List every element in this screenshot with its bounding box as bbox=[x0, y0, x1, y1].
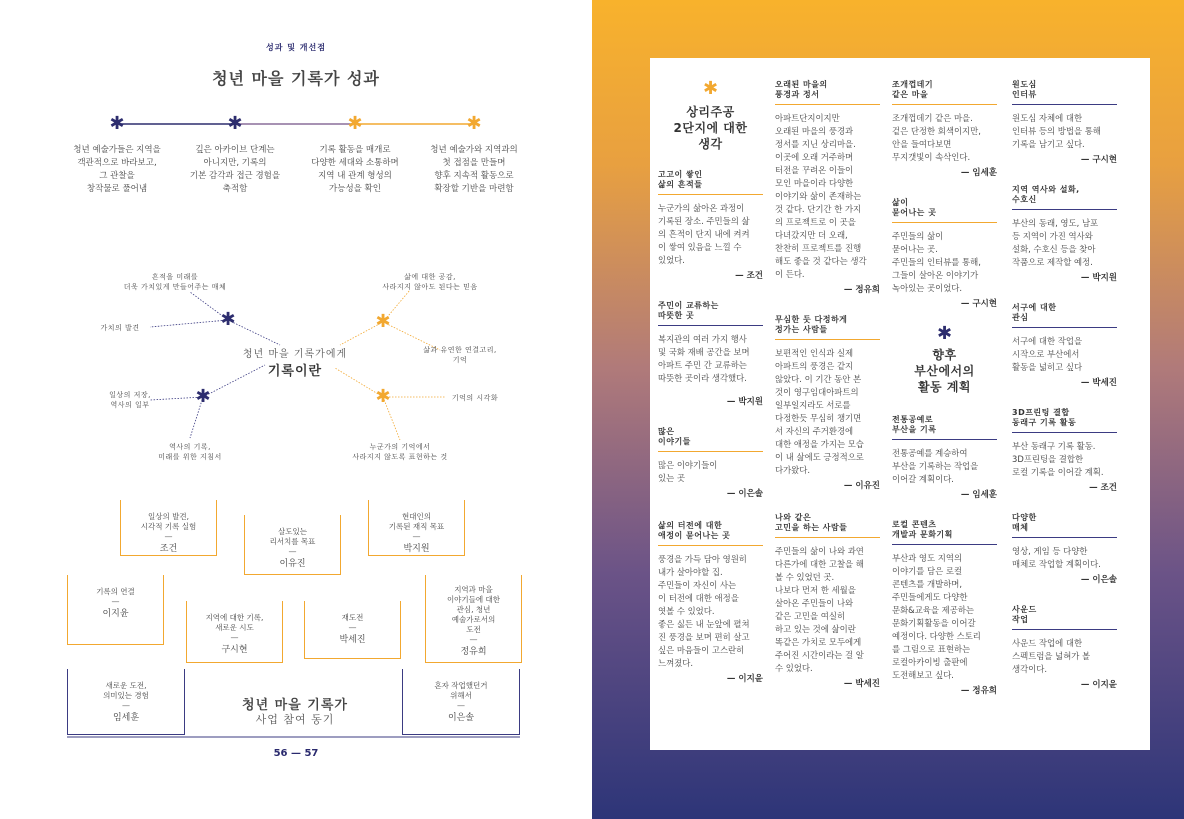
reflection-item: 고고이 쌓인 삶의 흔적들 누군가의 삶아온 과정이 기록된 장소. 주민들의 삶 의 흔적이 단지 내에 켜켜 이 쌓여 있음을 느낄 수 있었다. — 조건 bbox=[658, 170, 763, 281]
star-icon: ✱ bbox=[227, 113, 243, 134]
motivation-box: 지역과 마을 이야기들에 대한 관심, 청년 예술가로서의 도전 — 정유희 bbox=[425, 575, 522, 663]
plan-item: 사운드 작업 사운드 작업에 대한 스펙트럼을 넓혀가 볼 생각이다. — 이지윤 bbox=[1012, 605, 1117, 690]
section-heading: 상리주공 2단지에 대한 생각 bbox=[673, 105, 748, 151]
motivation-box: 혼자 작업했던거 위해서 — 이은솔 bbox=[402, 669, 520, 735]
plan-item: 로컬 콘텐츠 개발과 문화기획 부산과 영도 지역의 이야기를 담은 로컬 콘텐츠를 개발하며, 주민들에게도 다양한 문화&교육을 제공하는 문화기획활동을 이어갈 예정이다. 다양한 스토리 를 그림으로 표현하는 로컬아카이빙 출판에 도전해보고 싶다. — 정유희 bbox=[892, 520, 997, 696]
mindmap-center: 기록이란 bbox=[267, 364, 323, 379]
star-icon: ✱ bbox=[466, 113, 482, 134]
star-icon: ✱ bbox=[936, 323, 953, 344]
star-icon: ✱ bbox=[220, 309, 236, 330]
column-2 bbox=[775, 80, 880, 689]
column-4 bbox=[1012, 80, 1117, 690]
motivation-box: 일상의 발견, 시각적 기록 실험 — 조건 bbox=[120, 500, 217, 556]
motivation-box: 재도전 — 박세진 bbox=[304, 601, 401, 659]
star-icon: ✱ bbox=[195, 386, 211, 407]
step-text: 청년 예술가들은 지역을 객관적으로 바라보고, 그 관찰을 창작물로 풀어냄 bbox=[73, 145, 161, 194]
column-3 bbox=[892, 80, 997, 696]
plan-item: 지역 역사와 설화, 수호신 부산의 동래, 영도, 남포 등 지역이 가진 역사와 설화, 수호신 등을 찾아 작품으로 제작할 예정. — 박지원 bbox=[1012, 185, 1117, 283]
motivation-box: 새로운 도전, 의미있는 경험 — 임세훈 bbox=[67, 669, 185, 735]
motivation-box: 지역에 대한 기록, 새로운 시도 — 구시현 bbox=[186, 601, 283, 663]
star-icon: ✱ bbox=[375, 311, 391, 332]
star-icon: ✱ bbox=[109, 113, 125, 134]
mindmap-label: 역사의 기록, 미래를 위한 지침서 bbox=[158, 443, 222, 461]
star-icon: ✱ bbox=[702, 78, 719, 99]
reflection-item: 무심한 듯 다정하게 정가는 사람들 보편적인 인식과 실제 아파트의 풍경은 같지 않았다. 이 기간 동안 본 것이 영구임대아파트의 일부일지라도 서로를 다정한듯 무심히 챙기면 서 자신의 주거환경에 대한 애정을 가지는 모습 이 내 삶에도 긍정적으로 다가왔다. — 이유진 bbox=[775, 315, 880, 491]
reflection-item: 삶의 터전에 대한 애정이 묻어나는 곳 풍경을 가득 담아 영원히 내가 살아야할 집. 주민들이 자신이 사는 이 터전에 대한 애정을 엿볼 수 있었다. 좋은 싫든 내 눈앞에 펼쳐 진 풍경을 보며 편히 살고 싶은 마음들이 고스란히 느껴졌다. — 이지윤 bbox=[658, 521, 763, 684]
reflection-item: 많은 이야기들 많은 이야기들이 있는 곳 — 이은솔 bbox=[658, 427, 763, 499]
motivation-box: 기록의 연결 — 이지윤 bbox=[67, 575, 164, 645]
column-1 bbox=[658, 80, 763, 684]
section-label: 성과 및 개선점 bbox=[266, 43, 326, 52]
plan-item: 다양한 매체 영상, 게임 등 다양한 매체로 작업할 계획이다. — 이은솔 bbox=[1012, 513, 1117, 585]
star-icon: ✱ bbox=[347, 113, 363, 134]
mindmap-label: 삶과 유연한 연결고리, 기억 bbox=[423, 346, 497, 364]
motivation-subtitle: 사업 참여 동기 bbox=[255, 713, 335, 726]
mindmap-label: 일상의 저장, 역사의 일부 bbox=[109, 391, 151, 409]
reflection-item: 조개껍데기 같은 마을 조개껍데기 같은 마을. 겉은 단정한 회색이지만, 안을 들여다보면 무지갯빛이 속삭인다. — 임세훈 bbox=[892, 80, 997, 178]
mindmap-label: 기억의 시각화 bbox=[451, 394, 499, 402]
step-text: 기록 활동을 매개로 다양한 세대와 소통하며 지역 내 관계 형성의 가능성을 확인 bbox=[311, 145, 399, 194]
mindmap-label: 누군가의 기억에서 사라지지 않도록 표현하는 것 bbox=[352, 443, 448, 461]
plan-item: 3D프린팅 결합 동래구 기록 활동 부산 동래구 기록 활동. 3D프린팅을 결합한 로컬 기록을 이어갈 계획. — 조건 bbox=[1012, 408, 1117, 493]
motivation-box: 현대인의 기록된 재직 목표 — 박지원 bbox=[368, 500, 465, 556]
page-title: 청년 마을 기록가 성과 bbox=[212, 69, 380, 88]
star-icon: ✱ bbox=[375, 386, 391, 407]
reflection-item: 주민이 교류하는 따뜻한 곳 복지관의 여러 가지 행사 및 국화 재배 공간을 보며 아파트 주민 간 교류하는 따뜻한 곳이라 생각했다. — 박지원 bbox=[658, 301, 763, 407]
step-text: 깊은 아카이브 단계는 아니지만, 기록의 기본 감각과 접근 경험을 축적함 bbox=[189, 145, 281, 194]
section-heading: 향후 부산에서의 활동 계획 bbox=[914, 348, 975, 394]
motivation-title: 청년 마을 기록가 bbox=[242, 698, 348, 713]
mindmap-label: 삶에 대한 공감, 사라지지 않아도 된다는 믿음 bbox=[382, 273, 478, 291]
mindmap-label: 가치의 발견 bbox=[100, 324, 140, 332]
reflection-panel bbox=[650, 58, 1150, 750]
mindmap-label: 흔적을 미래를 더욱 가치있게 만들어주는 매체 bbox=[123, 273, 227, 291]
reflection-item: 나와 같은 고민을 하는 사람들 주민들의 삶이 나와 과연 다른가에 대한 고찰을 해 볼 수 있었던 곳. 나보다 먼저 한 세월을 살아온 주민들이 나와 같은 고민을 여실히 하고 있는 것에 삶이란 똑같은 가치로 모두에게 주어진 시간이라는 걸 알 수 있었다. — 박세진 bbox=[775, 513, 880, 689]
plan-item: 서구에 대한 관심 서구에 대한 작업을 시작으로 부산에서 활동을 넓히고 싶다 — 박세진 bbox=[1012, 303, 1117, 388]
reflection-item: 삶이 묻어나는 곳 주민들의 삶이 묻어나는 곳. 주민들의 인터뷰를 통해, 그들이 살아온 이야기가 녹아있는 곳이었다. — 구시현 bbox=[892, 198, 997, 309]
reflection-item: 오래된 마을의 풍경과 정서 아파트단지이지만 오래된 마을의 풍경과 정서를 지닌 상리마을. 이곳에 오래 거주하며 터전을 꾸려온 이들이 모인 마을이라 다양한 이야기와 삶이 존재하는 것 같다. 단기간 한 가지 의 프로젝트로 이 곳을 다녀갔지만 더 오래, 찬찬히 프로젝트를 진행 해도 좋을 것 같다는 생각 이 든다. — 정유희 bbox=[775, 80, 880, 295]
page-numbers: 56 — 57 bbox=[273, 748, 319, 759]
plan-item: 원도심 인터뷰 원도심 자체에 대한 인터뷰 등의 방법을 통해 기록을 남기고 싶다. — 구시현 bbox=[1012, 80, 1117, 165]
right-page bbox=[592, 0, 1184, 819]
plan-item: 전통공예로 부산을 기록 전통공예를 계승하여 부산을 기록하는 작업을 이어갈 계획이다. — 임세훈 bbox=[892, 415, 997, 500]
mindmap-center: 청년 마을 기록가에게 bbox=[242, 349, 348, 360]
step-text: 청년 예술가와 지역과의 첫 접점을 만들며 향후 지속적 활동으로 확장할 기반을 마련함 bbox=[430, 145, 518, 194]
motivation-box: 살도있는 리서치를 목표 — 이유진 bbox=[244, 515, 341, 575]
